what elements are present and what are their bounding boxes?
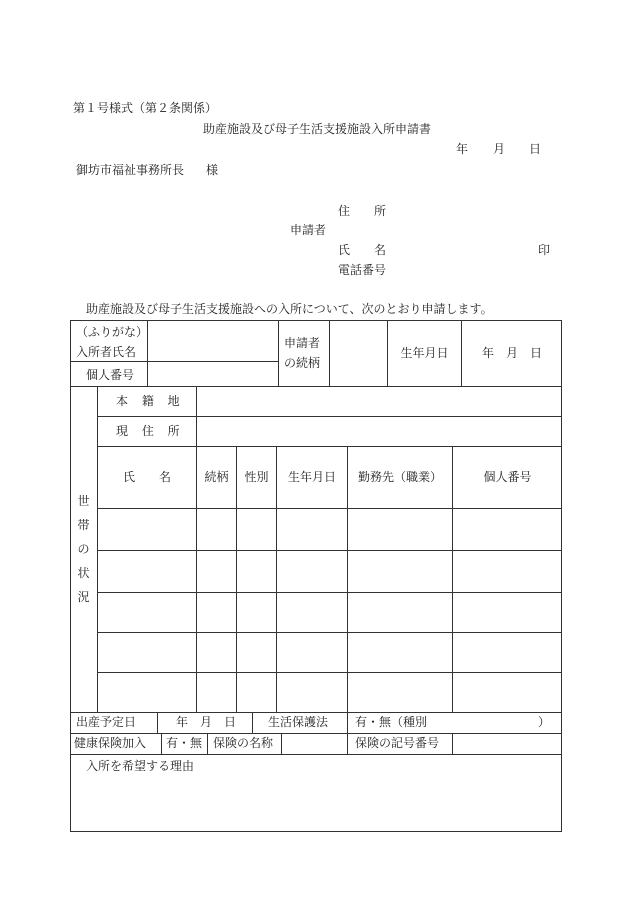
grid-line	[97, 508, 562, 509]
furigana-label: （ふりがな）	[76, 325, 149, 339]
insurance-name-label: 保険の名称	[213, 736, 274, 750]
grid-line	[97, 592, 562, 593]
welfare-close-paren: ）	[538, 715, 551, 729]
household-status-label: 世 帯 の 状 況	[77, 494, 90, 604]
addressee: 御坊市福祉事務所長	[76, 163, 185, 177]
col-relation: 続柄	[204, 469, 229, 484]
grid-line	[452, 733, 453, 754]
due-date-ymd: 年 月 日	[176, 715, 237, 729]
application-statement: 助産施設及び母子生活支援施設への入所について、次のとおり申請します。	[86, 302, 493, 316]
applicant-phone-label: 電話番号	[338, 263, 387, 277]
birthdate-label: 生年月日	[400, 345, 449, 360]
grid-line	[278, 320, 279, 386]
reason-label: 入所を希望する理由	[86, 759, 195, 773]
current-address-label: 現 住 所	[116, 423, 185, 438]
date-year-label: 年	[456, 142, 469, 156]
grid-line	[161, 733, 162, 754]
grid-line	[97, 632, 562, 633]
insurance-symbol-label: 保険の記号番号	[355, 736, 440, 750]
grid-line	[281, 733, 282, 754]
col-personal-number: 個人番号	[483, 469, 532, 484]
applicant-address-label: 住 所	[338, 204, 387, 218]
welfare-law-label: 生活保護法	[268, 715, 329, 729]
health-insurance-value: 有・無	[166, 736, 203, 750]
relation-label-line2: の続柄	[284, 356, 321, 370]
grid-line	[70, 361, 278, 362]
applicant-label: 申請者	[290, 223, 327, 237]
birthdate-ymd: 年 月 日	[481, 345, 542, 360]
domicile-label: 本 籍 地	[116, 393, 185, 408]
grid-line	[70, 754, 562, 755]
health-insurance-label: 健康保険加入	[74, 736, 147, 750]
grid-line	[157, 712, 158, 733]
grid-line	[97, 550, 562, 551]
form-number: 第１号様式（第２条関係）	[73, 101, 218, 115]
grid-line	[252, 712, 253, 733]
welfare-law-value: 有・無（種別	[355, 715, 428, 729]
col-workplace: 勤務先（職業）	[357, 469, 442, 484]
relation-label-line1: 申請者	[284, 336, 321, 350]
col-birthdate: 生年月日	[287, 469, 336, 484]
col-name: 氏 名	[122, 469, 171, 484]
due-date-label: 出産予定日	[76, 715, 137, 729]
honorific: 様	[206, 163, 219, 177]
grid-line	[347, 712, 348, 754]
grid-line	[196, 386, 197, 712]
document-title: 助産施設及び母子生活支援施設入所申請書	[203, 122, 432, 136]
grid-line	[97, 672, 562, 673]
grid-line	[207, 733, 208, 754]
grid-line	[329, 320, 330, 386]
date-month-label: 月	[493, 142, 506, 156]
grid-line	[97, 386, 98, 712]
col-sex: 性別	[244, 469, 269, 484]
seal-mark: 印	[538, 243, 551, 257]
resident-name-label: 入所者氏名	[76, 345, 137, 359]
date-day-label: 日	[529, 142, 542, 156]
applicant-name-label: 氏 名	[338, 243, 387, 257]
personal-number-label: 個人番号	[86, 368, 135, 382]
